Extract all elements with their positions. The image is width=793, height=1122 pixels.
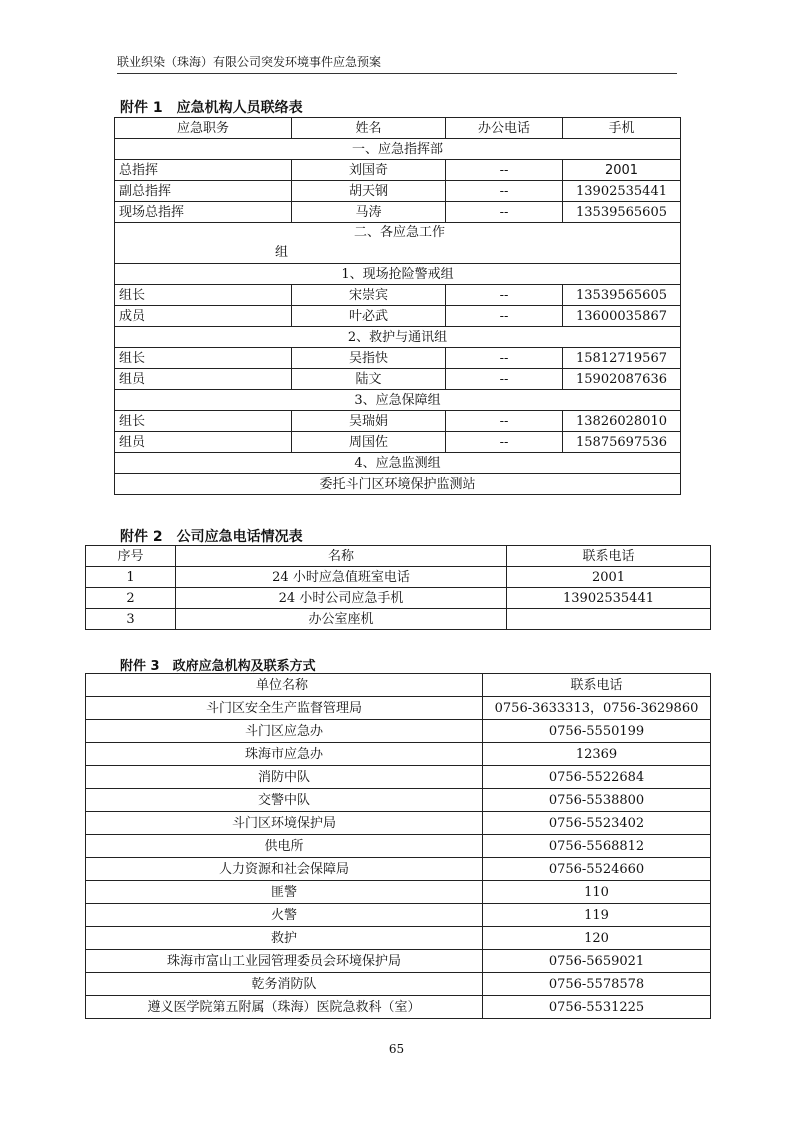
phone-cell: 0756-5550199 (483, 720, 711, 743)
number-cell: 1 (86, 567, 176, 588)
phone-cell (507, 609, 711, 630)
office-phone-cell: -- (446, 202, 563, 223)
number-cell: 2 (86, 588, 176, 609)
table-row (86, 743, 711, 766)
column-header: 办公电话 (446, 118, 563, 139)
name-cell: 吴瑞娟 (292, 411, 446, 432)
phone-cell: 0756-5524660 (483, 858, 711, 881)
role-cell: 总指挥 (115, 160, 292, 181)
name-cell: 吴指快 (292, 348, 446, 369)
number-cell: 3 (86, 609, 176, 630)
column-header: 名称 (176, 546, 507, 567)
name-cell: 马涛 (292, 202, 446, 223)
role-cell: 组员 (115, 369, 292, 390)
table-row (86, 835, 711, 858)
name-cell: 胡天钢 (292, 181, 446, 202)
attachment-1-title: 附件 1 应急机构人员联络表 (120, 100, 303, 116)
column-header: 联系电话 (507, 546, 711, 567)
table-row (115, 202, 681, 223)
table-header-row (115, 118, 681, 139)
group-heading: 1、现场抢险警戒组 (115, 264, 681, 285)
agency-cell: 交警中队 (86, 789, 483, 812)
table-row (115, 181, 681, 202)
role-cell: 成员 (115, 306, 292, 327)
table-row (115, 369, 681, 390)
table-row (86, 950, 711, 973)
name-cell: 周国佐 (292, 432, 446, 453)
table-row (86, 697, 711, 720)
role-cell: 组长 (115, 411, 292, 432)
column-header: 应急职务 (115, 118, 292, 139)
column-header: 手机 (563, 118, 681, 139)
mobile-cell: 15875697536 (563, 432, 681, 453)
agency-cell: 斗门区环境保护局 (86, 812, 483, 835)
table-row (86, 881, 711, 904)
table-row (86, 766, 711, 789)
group-heading: 3、应急保障组 (115, 390, 681, 411)
phone-cell: 2001 (507, 567, 711, 588)
mobile-cell: 13902535441 (563, 181, 681, 202)
table-row (86, 609, 711, 630)
group-heading: 4、应急监测组 (115, 453, 681, 474)
agency-cell: 乾务消防队 (86, 973, 483, 996)
phone-cell: 0756-5531225 (483, 996, 711, 1019)
table-row (86, 858, 711, 881)
page-header: 联业织染（珠海）有限公司突发环境事件应急预案 (117, 54, 677, 74)
column-header: 姓名 (292, 118, 446, 139)
phone-cell: 119 (483, 904, 711, 927)
office-phone-cell: -- (446, 285, 563, 306)
table-row (115, 306, 681, 327)
phone-cell: 0756-5523402 (483, 812, 711, 835)
agency-cell: 供电所 (86, 835, 483, 858)
name-cell: 陆文 (292, 369, 446, 390)
agency-cell: 救护 (86, 927, 483, 950)
table-header-row (86, 546, 711, 567)
table-header-row (86, 674, 711, 697)
name-cell: 宋崇宾 (292, 285, 446, 306)
role-cell: 组长 (115, 348, 292, 369)
name-cell: 叶必武 (292, 306, 446, 327)
attachment-2-title: 附件 2 公司应急电话情况表 (120, 529, 303, 545)
table-row (86, 812, 711, 835)
table-row (115, 348, 681, 369)
page-number: 65 (388, 1042, 405, 1056)
table-row (115, 432, 681, 453)
office-phone-cell: -- (446, 432, 563, 453)
office-phone-cell: -- (446, 411, 563, 432)
phone-cell: 0756-5522684 (483, 766, 711, 789)
role-cell: 现场总指挥 (115, 202, 292, 223)
role-cell: 组长 (115, 285, 292, 306)
agency-cell: 斗门区安全生产监督管理局 (86, 697, 483, 720)
table-row (86, 996, 711, 1019)
agency-cell: 遵义医学院第五附属（珠海）医院急救科（室） (86, 996, 483, 1019)
mobile-cell: 13600035867 (563, 306, 681, 327)
phone-cell: 120 (483, 927, 711, 950)
name-cell: 刘国奇 (292, 160, 446, 181)
agency-cell: 珠海市应急办 (86, 743, 483, 766)
mobile-cell: 15902087636 (563, 369, 681, 390)
table-row (86, 973, 711, 996)
column-header: 联系电话 (483, 674, 711, 697)
table-row (86, 588, 711, 609)
table-row (115, 411, 681, 432)
table-row (86, 720, 711, 743)
attachment-1-table (114, 117, 681, 495)
role-cell: 组员 (115, 432, 292, 453)
office-phone-cell: -- (446, 348, 563, 369)
name-cell: 24 小时应急值班室电话 (176, 567, 507, 588)
office-phone-cell: -- (446, 369, 563, 390)
table-row (86, 789, 711, 812)
column-header: 序号 (86, 546, 176, 567)
section-heading (115, 223, 681, 264)
name-cell: 办公室座机 (176, 609, 507, 630)
mobile-cell: 13826028010 (563, 411, 681, 432)
phone-cell: 0756-5568812 (483, 835, 711, 858)
attachment-2-table (85, 545, 711, 630)
section-heading: 一、应急指挥部 (115, 139, 681, 160)
table-row (86, 567, 711, 588)
phone-cell: 13902535441 (507, 588, 711, 609)
phone-cell: 0756-3633313，0756-3629860 (483, 697, 711, 720)
agency-cell: 斗门区应急办 (86, 720, 483, 743)
section-heading-line-2: 组 (275, 245, 289, 260)
table-row (115, 285, 681, 306)
phone-cell: 110 (483, 881, 711, 904)
agency-cell: 消防中队 (86, 766, 483, 789)
office-phone-cell: -- (446, 160, 563, 181)
office-phone-cell: -- (446, 181, 563, 202)
group-heading: 2、救护与通讯组 (115, 327, 681, 348)
mobile-cell: 13539565605 (563, 202, 681, 223)
phone-cell: 0756-5578578 (483, 973, 711, 996)
table-row (86, 927, 711, 950)
mobile-cell: 13539565605 (563, 285, 681, 306)
mobile-cell: 15812719567 (563, 348, 681, 369)
agency-cell: 匪警 (86, 881, 483, 904)
agency-cell: 火警 (86, 904, 483, 927)
attachment-3-table (85, 673, 711, 1019)
mobile-cell: 2001 (563, 160, 681, 181)
phone-cell: 12369 (483, 743, 711, 766)
name-cell: 24 小时公司应急手机 (176, 588, 507, 609)
column-header: 单位名称 (86, 674, 483, 697)
attachment-3-title: 附件 3 政府应急机构及联系方式 (120, 659, 316, 674)
table-row (86, 904, 711, 927)
section-heading-row (115, 223, 681, 264)
phone-cell: 0756-5659021 (483, 950, 711, 973)
phone-cell: 0756-5538800 (483, 789, 711, 812)
agency-cell: 珠海市富山工业园管理委员会环境保护局 (86, 950, 483, 973)
table-row (115, 160, 681, 181)
section-heading-line-1: 二、各应急工作 (353, 225, 445, 240)
office-phone-cell: -- (446, 306, 563, 327)
role-cell: 副总指挥 (115, 181, 292, 202)
monitoring-note: 委托斗门区环境保护监测站 (115, 474, 681, 495)
agency-cell: 人力资源和社会保障局 (86, 858, 483, 881)
